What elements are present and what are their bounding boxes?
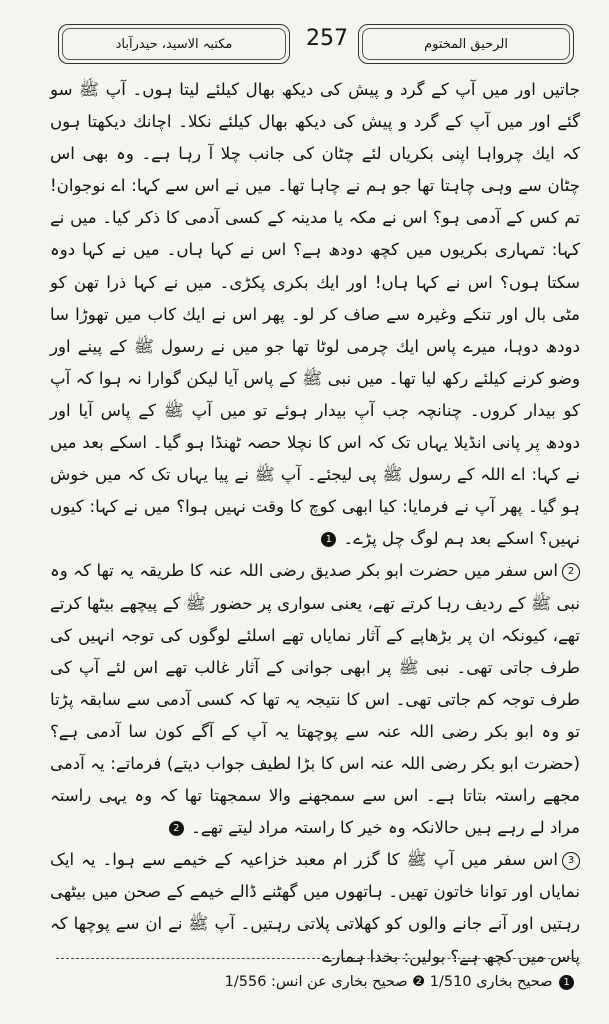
book-title-box	[358, 24, 574, 64]
publisher-label: مكتبہ الاسيد، حيدرآباد	[115, 36, 233, 52]
footnote	[224, 974, 576, 990]
section-marker-3: 3	[562, 852, 580, 870]
publisher-box	[58, 24, 290, 64]
paragraph-1	[50, 74, 580, 555]
paragraph-3	[50, 844, 580, 972]
page-body	[50, 74, 580, 973]
book-title: الرحيق المختوم	[424, 36, 508, 52]
page-number: 257	[306, 26, 348, 51]
paragraph-3-text: اس سفر ميں آپ ﷺ كا گزر ام معبد خزاعيہ كے خيمے سے ہوا۔ يہ ايک نماياں اور توانا خاتون تھيں۔ ہاتھوں ميں گھٹنے ڈالے خيمے كے صحن ميں بيٹھی رہتيں اور آنے جانے والوں كو كھلاتی پلاتی رہتيں۔ آپ ﷺ نے ان سے پوچھا كہ پاس ميں كچھ ہے؟ بوليں: بخدا ہمارے	[50, 850, 580, 966]
section-marker-2: 2	[562, 563, 580, 581]
paragraph-2-text: اس سفر ميں حضرت ابو بكر صديق رضی اللہ عنہ كا طريقہ يہ تھا كہ وہ نبی ﷺ كے رديف رہا كرتے تھے، يعنی سواری پر حضور ﷺ كے پيچھے بيٹھا كرتے تھے، كيونكہ ان پر بڑھاپے كے آثار نماياں تھے اسلئے لوگوں كی توجہ انہيں كی طرف جاتی تھی۔ نبی ﷺ پر ابھی جوانی كے آثار غالب تھے اس لئے آپ كی طرف توجہ كم جاتی تھی۔ اس كا نتيجہ يہ تھا كہ كسی آدمی سے سابقہ پڑتا تو وہ ابو بكر رضی اللہ عنہ سے پوچھتا يہ آپ كے آگے كون سا آدمی ہے؟ (حضرت ابو بكر رضی اللہ عنہ اس كا بڑا لطيف جواب ديتے) فرماتے: يہ آدمی مجھے راستہ بتاتا ہے۔ اس سے سمجھنے والا سمجھتا تھا كہ وہ يہی راستہ مراد لے رہے ہيں حالانكہ وہ خير كا راستہ مراد ليتے تھے۔	[50, 561, 580, 838]
paragraph-1-text: جاتيں اور ميں آپ كے گرد و پيش كی ديكھ بھال كيلئے ليتا ہوں۔ آپ ﷺ سو گئے اور ميں آپ كے گرد و پيش كی ديكھ بھال كيلئے نكلا۔ اچانك ديكھتا ہوں كہ ايك چرواہا اپنی بكرياں لئے چٹان كی جانب چلا آ رہا ہے۔ وہ بھی اس چٹان سے وہی چاہتا تھا جو ہم نے چاہا تھا۔ ميں نے اس سے كہا: اے نوجوان! تم كس كے آدمی ہو؟ اس نے مكہ يا مدينہ كے كسی آدمی كا ذكر كيا۔ ميں نے كہا: تمہاری بكريوں ميں كچھ دودھ ہے؟ اس نے كہا ہاں۔ ميں نے كہا دوہ سكتا ہوں؟ اس نے كہا ہاں! اور ايك بكری پكڑی۔ ميں نے كہا ذرا تھن كو مٹی بال اور تنكے وغيرہ سے صاف كر لو۔ پھر اس نے ايك كاب ميں تھوڑا سا دودھ دوہا، ميرے پاس ايك چرمی لوٹا تھا جو ميں نے رسول ﷺ كے پينے اور وضو كرنے كيلئے ركھ ليا تھا۔ ميں نبی ﷺ كے پاس آيا ليكن گوارا نہ ہوا كہ آپ كو بيدار كروں۔ چنانچہ جب آپ بيدار ہوئے تو ميں آپ ﷺ كے پاس آيا اور دودھ پر پانی انڈيلا يہاں تک كہ اس كا نچلا حصہ ٹھنڈا ہو گيا۔ اسكے بعد ميں نے كہا: اے اللہ كے رسول ﷺ پی ليجئے۔ آپ ﷺ نے پيا يہاں تک كہ ميں خوش ہو گيا۔ پھر آپ نے فرمايا: كيا ابھی كوچ كا وقت نہيں ہوا؟ ميں نے كہا: كيوں نہيں؟ اسكے بعد ہم لوگ چل پڑے۔	[50, 80, 580, 549]
footnote-divider	[56, 958, 576, 959]
footnote-marker: 1	[559, 975, 574, 990]
paragraph-2	[50, 555, 580, 844]
footnote-ref-2: 2	[169, 821, 184, 836]
footnote-ref-1: 1	[321, 532, 336, 547]
footnote-text: صحيح بخاری 1/510 ❷ صحيح بخاری عن انس: 1/556	[224, 974, 553, 990]
